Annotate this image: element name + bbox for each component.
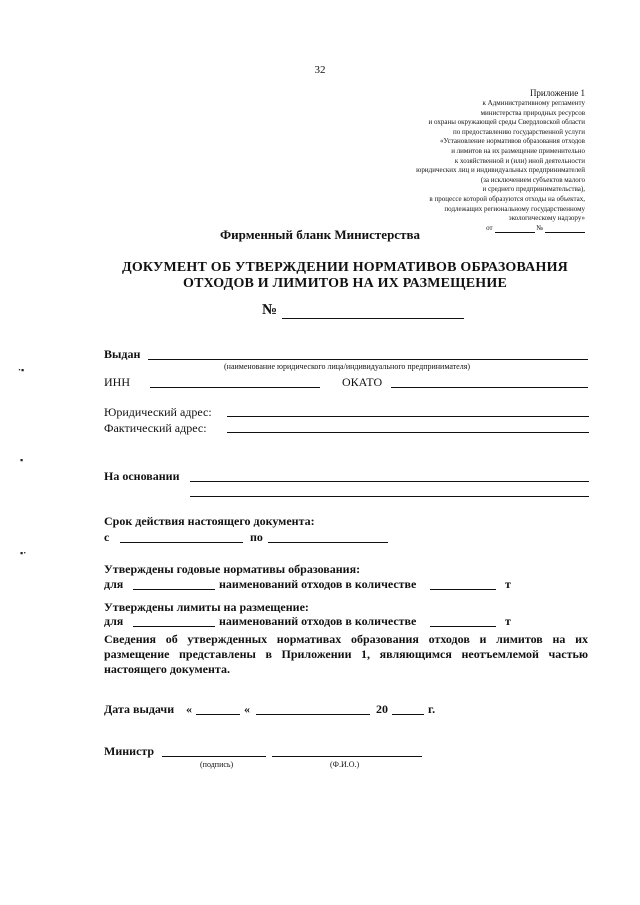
appendix-line: к хозяйственной и (или) иной деятельности xyxy=(454,156,585,165)
limits-items-label: наименований отходов в количестве xyxy=(219,614,417,628)
appendix-line: и охраны окружающей среды Свердловской области xyxy=(428,118,585,127)
appendix-line: юридических лиц и индивидуальных предпринимателей xyxy=(416,166,585,175)
appendix-from-label: от xyxy=(486,223,493,232)
minister-label: Министр xyxy=(104,744,155,758)
appendix-line: «Установление нормативов образования отходов xyxy=(440,137,585,146)
norms-for-label: для xyxy=(104,577,124,591)
scan-mark: ·▪ xyxy=(18,365,25,375)
document-title-line-1: ДОКУМЕНТ ОБ УТВЕРЖДЕНИИ НОРМАТИВОВ ОБРАЗОВАНИЯ xyxy=(122,260,568,275)
actual-address-label: Фактический адрес: xyxy=(104,421,207,435)
issue-year-field[interactable] xyxy=(392,714,424,715)
minister-signature-field[interactable] xyxy=(162,756,266,757)
appendix-line: министерства природных ресурсов xyxy=(480,108,585,117)
issued-to-field[interactable] xyxy=(148,359,588,360)
legal-address-label: Юридический адрес: xyxy=(104,405,212,419)
norms-quantity-field[interactable] xyxy=(430,589,496,590)
appendix-title: Приложение 1 xyxy=(529,88,585,98)
issue-month-field[interactable] xyxy=(256,714,370,715)
appendix-line: подлежащих региональному государственному xyxy=(444,204,585,213)
limits-quantity-field[interactable] xyxy=(430,626,496,627)
document-title-line-2: ОТХОДОВ И ЛИМИТОВ НА ИХ РАЗМЕЩЕНИЕ xyxy=(183,276,507,291)
inn-field[interactable] xyxy=(150,387,320,388)
issue-date-label: Дата выдачи xyxy=(104,702,175,716)
validity-to-field[interactable] xyxy=(268,542,388,543)
letterhead-label: Фирменный бланк Министерства xyxy=(220,227,420,242)
signature-caption: (подпись) xyxy=(200,760,234,769)
document-number-field[interactable] xyxy=(282,318,464,319)
limits-count-field[interactable] xyxy=(133,626,215,627)
issue-day-field[interactable] xyxy=(196,714,240,715)
issued-label: Выдан xyxy=(104,347,141,361)
basis-field-line-1[interactable] xyxy=(190,481,589,482)
appendix-line: (за исключением субъектов малого xyxy=(480,175,585,184)
appendix-line: по предоставлению государственной услуги xyxy=(453,127,585,136)
scan-mark: ▪ xyxy=(20,455,24,465)
issued-caption: (наименование юридического лица/индивидуального предпринимателя) xyxy=(224,362,471,371)
inn-label: ИНН xyxy=(104,375,130,389)
norms-heading: Утверждены годовые нормативы образования: xyxy=(104,562,361,576)
validity-from-label: с xyxy=(104,530,110,544)
name-caption: (Ф.И.О.) xyxy=(330,760,360,769)
actual-address-field[interactable] xyxy=(227,432,589,433)
appendix-line: и лимитов на их размещение применительно xyxy=(451,146,585,155)
info-paragraph: Сведения об утвержденных нормативах образования отходов и лимитов на их размещение представлены в Приложении 1, являющимся неотъемлемой частью настоящего документа. xyxy=(104,632,588,676)
norms-items-label: наименований отходов в количестве xyxy=(219,577,417,591)
appendix-line: к Административному регламенту xyxy=(482,99,585,107)
issue-date-quote-close: « xyxy=(244,702,250,716)
appendix-no-label: № xyxy=(536,223,543,232)
legal-address-field[interactable] xyxy=(227,416,589,417)
issue-year-prefix: 20 xyxy=(376,702,388,716)
validity-to-label: по xyxy=(250,530,263,544)
minister-name-field[interactable] xyxy=(272,756,422,757)
scan-mark: ▪· xyxy=(20,548,27,558)
appendix-line: экологическому надзору» xyxy=(508,214,585,223)
basis-label: На основании xyxy=(104,469,180,483)
limits-heading: Утверждены лимиты на размещение: xyxy=(104,600,309,614)
okato-label: ОКАТО xyxy=(342,375,383,389)
page-number: 32 xyxy=(314,64,326,76)
validity-heading: Срок действия настоящего документа: xyxy=(104,514,315,528)
document-title xyxy=(100,260,590,292)
appendix-line: и среднего предпринимательства), xyxy=(482,185,585,194)
norms-unit: т xyxy=(505,577,511,591)
issue-year-suffix: г. xyxy=(428,702,436,716)
norms-count-field[interactable] xyxy=(133,589,215,590)
limits-for-label: для xyxy=(104,614,124,628)
limits-unit: т xyxy=(505,614,511,628)
issue-date-quote-open: « xyxy=(186,702,192,716)
validity-from-field[interactable] xyxy=(120,542,243,543)
appendix-line: в процессе которой образуются отходы на объектах, xyxy=(429,194,585,203)
okato-field[interactable] xyxy=(391,387,588,388)
basis-field-line-2[interactable] xyxy=(190,496,589,497)
appendix-reference xyxy=(380,88,585,233)
document-number-label: № xyxy=(262,302,278,318)
